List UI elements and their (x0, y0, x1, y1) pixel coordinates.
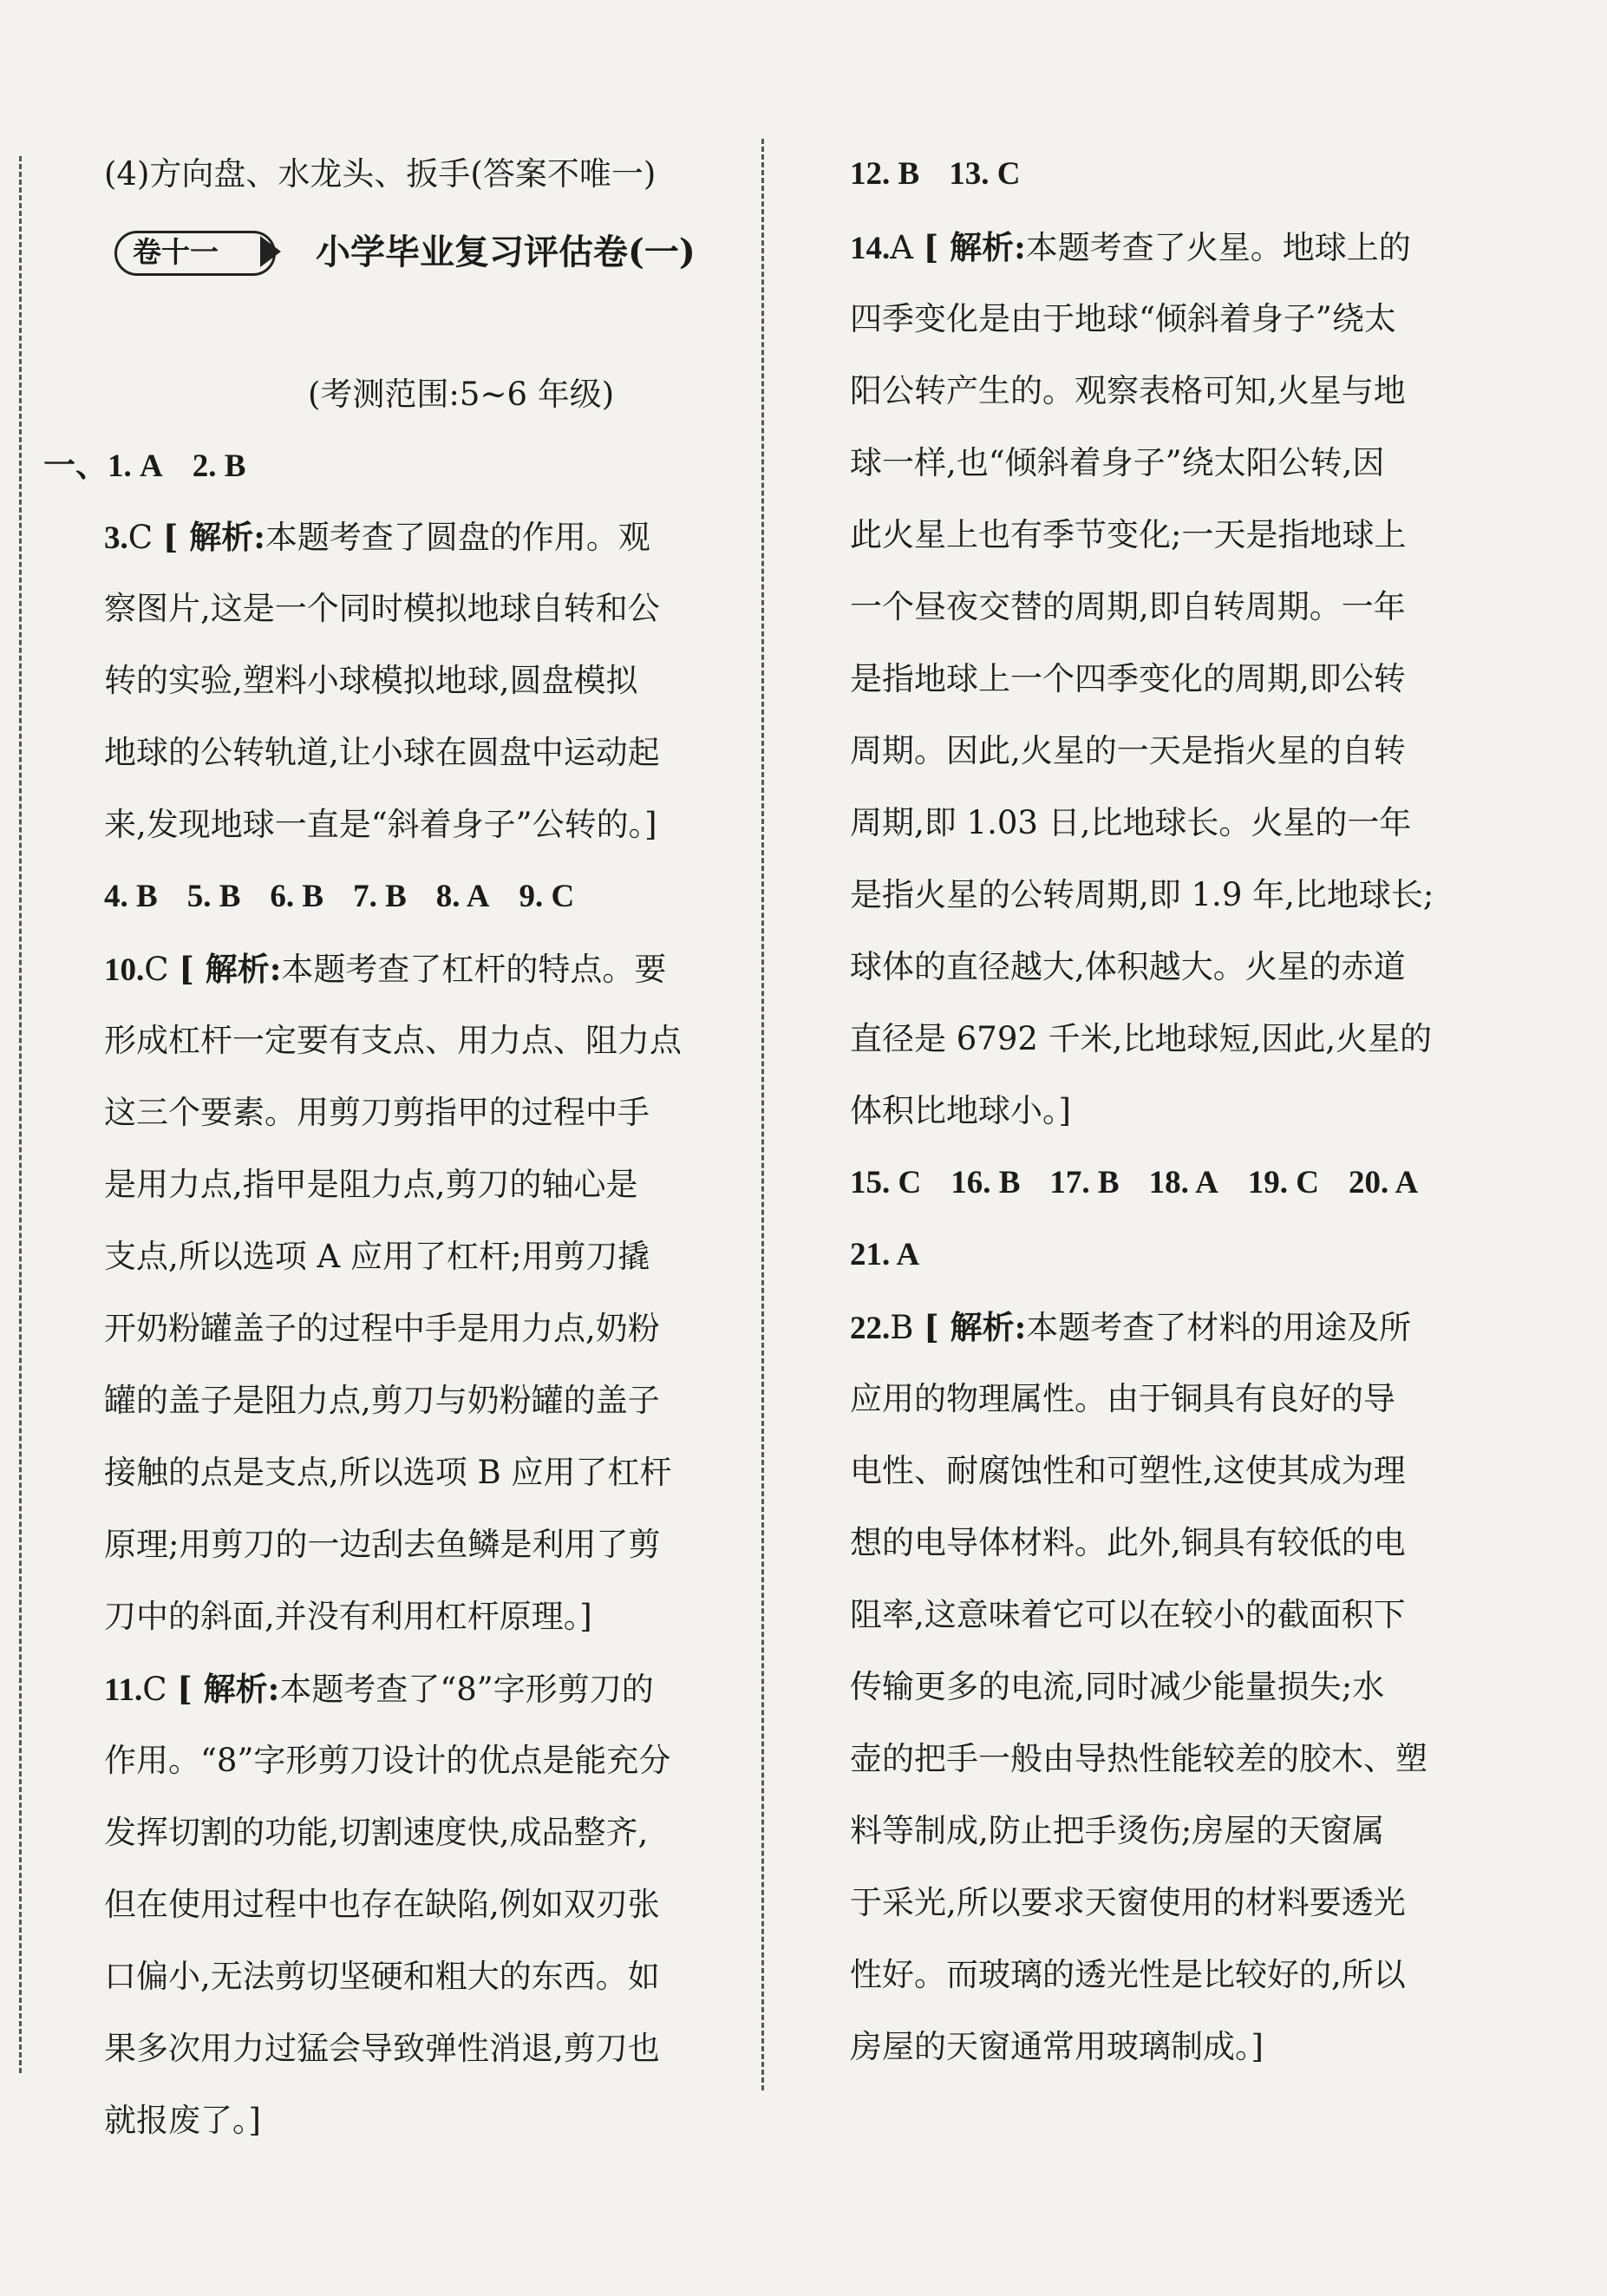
q11-line-1 (104, 1669, 654, 1709)
q3-line: 转的实验,塑料小球模拟地球,圆盘模拟 (104, 662, 638, 699)
q14-line: 球体的直径越大,体积越大。火星的赤道 (850, 948, 1406, 985)
q22-line: 传输更多的电流,同时减少能量损失;水 (850, 1668, 1385, 1705)
q14-line: 体积比地球小。] (850, 1092, 1071, 1129)
q3-answer: C (127, 519, 154, 556)
badge-arrow-icon (260, 236, 281, 267)
q11-analysis-label: [ 解析: (177, 1670, 280, 1708)
answer-item: 20. A (1349, 1165, 1419, 1200)
q22-line: 房屋的天窗通常用玻璃制成。] (850, 2028, 1264, 2065)
q3-line: 察图片,这是一个同时模拟地球自转和公 (104, 590, 660, 627)
q22-line: 想的电导体材料。此外,铜具有较低的电 (850, 1524, 1406, 1561)
q14-line: 四季变化是由于地球“倾斜着身子”绕太 (850, 300, 1396, 337)
q11-line: 发挥切割的功能,切割速度快,成品整齐, (104, 1814, 649, 1851)
q10-text: 本题考查了杠杆的特点。要 (281, 951, 667, 988)
q22-line: 料等制成,防止把手烫伤;房屋的天窗属 (850, 1812, 1385, 1849)
answer-item: 17. B (1049, 1165, 1120, 1200)
q14-line: 一个昼夜交替的周期,即自转周期。一年 (850, 588, 1406, 625)
q22-line: 电性、耐腐蚀性和可塑性,这使其成为理 (850, 1452, 1406, 1489)
q14-line: 阳公转产生的。观察表格可知,火星与地 (850, 372, 1406, 409)
q3-line: 来,发现地球一直是“斜着身子”公转的。] (104, 806, 657, 843)
answers-15-20 (850, 1163, 1418, 1203)
q3-text: 本题考查了圆盘的作用。观 (265, 519, 650, 556)
q3-analysis-label: [ 解析: (162, 518, 265, 556)
q11-line: 作用。“8”字形剪刀设计的优点是能充分 (104, 1742, 671, 1779)
q11-line: 就报废了。] (104, 2102, 261, 2139)
q3-line: 地球的公转轨道,让小球在圆盘中运动起 (104, 734, 660, 771)
answer-item: 15. C (850, 1165, 922, 1200)
q11-line: 口偏小,无法剪切坚硬和粗大的东西。如 (104, 1958, 660, 1995)
q14-line: 直径是 6792 千米,比地球短,因此,火星的 (850, 1020, 1432, 1057)
section-1-answers (43, 445, 245, 485)
answer-item: 6. B (270, 879, 324, 914)
q10-line: 罐的盖子是阻力点,剪刀与奶粉罐的盖子 (104, 1382, 660, 1419)
q10-line: 形成杠杆一定要有支点、用力点、阻力点 (104, 1022, 682, 1059)
answer-item: 7. B (353, 879, 407, 914)
q22-line-1 (850, 1307, 1411, 1347)
q14-line: 球一样,也“倾斜着身子”绕太阳公转,因 (850, 444, 1385, 481)
q3-number: 3. (104, 520, 128, 556)
q14-text: 本题考查了火星。地球上的 (1025, 229, 1411, 266)
q14-line: 是指地球上一个四季变化的周期,即公转 (850, 660, 1406, 697)
column-divider (761, 139, 764, 2090)
q10-line: 刀中的斜面,并没有利用杠杆原理。] (104, 1598, 592, 1635)
answer-item: 12. B (850, 156, 920, 192)
answer-21: 21. A (850, 1237, 920, 1272)
q11-line: 果多次用力过猛会导致弹性消退,剪刀也 (104, 2030, 660, 2067)
answer-item: 16. B (950, 1165, 1021, 1200)
answer-item: 18. A (1148, 1165, 1218, 1200)
answer-item: 19. C (1247, 1165, 1320, 1200)
q14-line: 是指火星的公转周期,即 1.9 年,比地球长; (850, 876, 1434, 913)
paper-badge: 卷十一 (114, 231, 276, 276)
q14-line: 此火星上也有季节变化;一天是指地球上 (850, 516, 1407, 553)
q10-line: 这三个要素。用剪刀剪指甲的过程中手 (104, 1094, 650, 1131)
q22-line: 阻率,这意味着它可以在较小的截面积下 (850, 1596, 1406, 1633)
q22-line: 于采光,所以要求天窗使用的材料要透光 (850, 1884, 1406, 1921)
answer-item: 13. C (949, 156, 1021, 192)
answer-item: 9. C (519, 879, 575, 914)
q14-line: 周期。因此,火星的一天是指火星的自转 (850, 732, 1406, 769)
q14-number: 14. (850, 231, 891, 266)
q22-text: 本题考查了材料的用途及所 (1026, 1309, 1412, 1346)
q22-number: 22. (850, 1311, 891, 1346)
test-scope: (考测范围:5~6 年级) (308, 376, 615, 413)
q10-number: 10. (104, 952, 145, 988)
q14-line: 周期,即 1.03 日,比地球长。火星的一年 (850, 804, 1412, 841)
q10-line: 是用力点,指甲是阻力点,剪刀的轴心是 (104, 1166, 638, 1203)
section-prefix: 一、 (43, 446, 108, 484)
q22-line: 性好。而玻璃的透光性是比较好的,所以 (850, 1956, 1406, 1993)
paper-title: 小学毕业复习评估卷(一) (316, 232, 696, 272)
q14-answer: A (890, 229, 913, 266)
q14-analysis-label: [ 解析: (923, 228, 1026, 266)
answer-item: 2. B (192, 448, 246, 484)
answer-4: (4)方向盘、水龙头、扳手(答案不唯一) (104, 155, 657, 193)
q22-line: 壶的把手一般由导热性能较差的胶木、塑 (850, 1740, 1427, 1777)
q10-line-1 (104, 949, 666, 989)
q11-number: 11. (104, 1672, 143, 1708)
q22-analysis-label: [ 解析: (924, 1308, 1027, 1346)
answer-item: 4. B (104, 879, 158, 914)
q22-line: 应用的物理属性。由于铜具有良好的导 (850, 1380, 1395, 1417)
q10-line: 开奶粉罐盖子的过程中手是用力点,奶粉 (104, 1310, 660, 1347)
paper-header (114, 227, 843, 279)
q14-line-1 (850, 227, 1411, 267)
answer-item: 8. A (435, 879, 490, 914)
q10-line: 接触的点是支点,所以选项 B 应用了杠杆 (104, 1454, 672, 1491)
q10-line: 原理;用剪刀的一边刮去鱼鳞是利用了剪 (104, 1526, 661, 1563)
q11-answer: C (142, 1671, 167, 1708)
answer-item: 1. A (108, 448, 163, 484)
left-dashed-rule (19, 156, 22, 2073)
q22-answer: B (890, 1309, 914, 1346)
answers-12-13 (850, 154, 1020, 194)
q10-analysis-label: [ 解析: (179, 950, 282, 988)
q3-line-1 (104, 517, 650, 557)
q11-text: 本题考查了“8”字形剪刀的 (279, 1671, 654, 1708)
answer-item: 5. B (186, 879, 241, 914)
answers-4-9 (104, 877, 574, 917)
q10-answer: C (144, 951, 169, 988)
q10-line: 支点,所以选项 A 应用了杠杆;用剪刀撬 (104, 1238, 650, 1275)
q11-line: 但在使用过程中也存在缺陷,例如双刃张 (104, 1886, 660, 1923)
